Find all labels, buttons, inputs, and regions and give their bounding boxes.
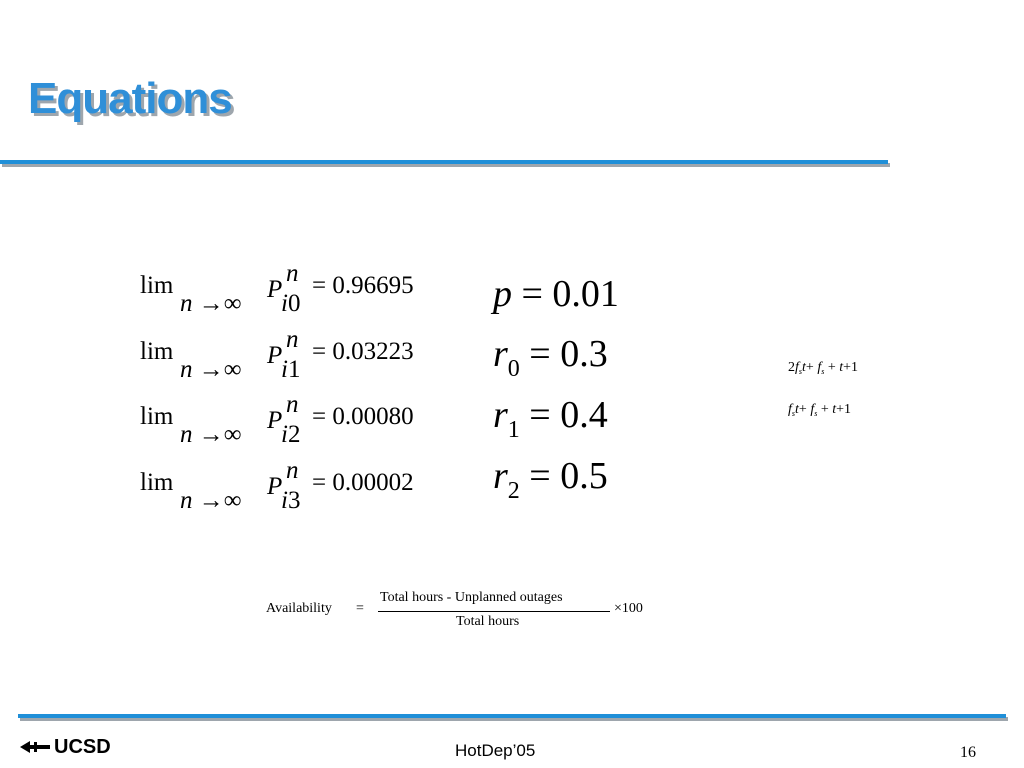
availability-formula	[266, 586, 666, 636]
limit-value: = 0.00002	[312, 469, 414, 496]
footer-text: HotDep’05	[455, 741, 536, 760]
small-expression: $f_st+ f_s + t+1$	[788, 402, 852, 418]
fraction-bar	[378, 611, 610, 612]
lim-subscript: n →∞	[180, 356, 242, 383]
parameter-equation: $r_2 = 0.5$	[493, 455, 608, 504]
limit-value: = 0.96695	[312, 272, 414, 299]
equals-sign: =	[356, 601, 364, 616]
lim-operator: lim	[140, 403, 174, 430]
state-subscript: i0	[281, 290, 301, 317]
fraction-numerator: Total hours - Unplanned outages	[380, 590, 563, 605]
probability-symbol: P	[267, 342, 283, 369]
logo-text: UCSD	[54, 735, 111, 758]
exponent: n	[286, 326, 299, 353]
limit-equation	[140, 391, 460, 463]
fraction-denominator: Total hours	[456, 614, 520, 629]
parameter-equation: $r_0 = 0.3$	[493, 333, 608, 382]
lim-operator: lim	[140, 272, 174, 299]
limit-equation	[140, 326, 460, 398]
slide-title: Equations	[28, 74, 232, 123]
probability-symbol: P	[267, 276, 283, 303]
probability-symbol: P	[267, 473, 283, 500]
limit-value: = 0.03223	[312, 338, 414, 365]
exponent: n	[286, 457, 299, 484]
exponent: n	[286, 391, 299, 418]
limit-equation	[140, 260, 460, 332]
state-subscript: i3	[281, 487, 301, 514]
exponent: n	[286, 260, 299, 287]
ucsd-logo	[20, 736, 130, 758]
footer-divider	[18, 714, 1006, 718]
availability-label: Availability	[266, 601, 332, 616]
page-number: 16	[960, 744, 976, 761]
lim-subscript: n →∞	[180, 421, 242, 448]
lim-operator: lim	[140, 338, 174, 365]
parameter-equation: $r_1 = 0.4$	[493, 394, 608, 443]
small-expression: $2f_st+ f_s + t+1$	[788, 360, 859, 376]
multiplier: ×100	[614, 601, 643, 616]
trident-icon	[20, 739, 50, 755]
state-subscript: i1	[281, 356, 301, 383]
title-divider	[0, 160, 888, 164]
limit-value: = 0.00080	[312, 403, 414, 430]
state-subscript: i2	[281, 421, 301, 448]
probability-symbol: P	[267, 407, 283, 434]
parameter-equation: p = 0.01	[493, 273, 619, 315]
lim-subscript: n →∞	[180, 487, 242, 514]
lim-subscript: n →∞	[180, 290, 242, 317]
limit-equation	[140, 457, 460, 529]
lim-operator: lim	[140, 469, 174, 496]
